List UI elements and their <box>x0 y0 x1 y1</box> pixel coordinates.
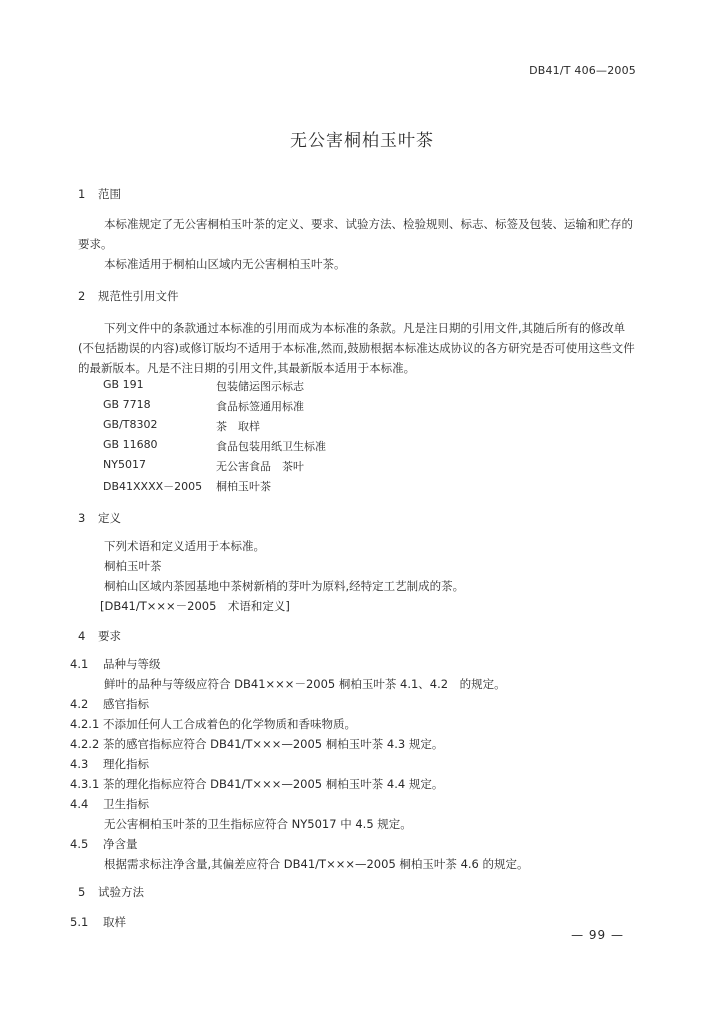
clause-text: 根据需求标注净含量,其偏差应符合 DB41/T×××—2005 桐柏玉叶茶 4.6 的规定。 <box>104 857 529 871</box>
page-number: — 99 — <box>571 928 624 942</box>
ref-code: GB/T8302 <box>103 418 158 431</box>
section-4-heading: 4 要求 <box>78 629 121 643</box>
ref-code: NY5017 <box>103 458 146 471</box>
ref-code: GB 7718 <box>103 398 151 411</box>
ref-name: 茶 取样 <box>216 420 260 433</box>
section-2-heading: 2 规范性引用文件 <box>78 289 179 303</box>
section-2-para-1: 下列文件中的条款通过本标准的引用而成为本标准的条款。凡是注日期的引用文件,其随后所有的修改单(不包括勘误的内容)或修订版均不适用于本标准,然而,鼓励根据本标准达成协议的各方研究是否可使用这些文件的最新版本。凡是不注日期的引用文件,其最新版本适用于本标准。 <box>78 321 635 375</box>
clause-4-2: 4.2 感官指标 <box>70 697 149 711</box>
clause-4-4: 4.4 卫生指标 <box>70 797 149 811</box>
clause-text: 无公害桐柏玉叶茶的卫生指标应符合 NY5017 中 4.5 规定。 <box>104 817 412 831</box>
clause-4-3: 4.3 理化指标 <box>70 757 149 771</box>
section-1-para-1: 本标准规定了无公害桐柏玉叶茶的定义、要求、试验方法、检验规则、标志、标签及包装、运输和贮存的要求。 <box>78 217 633 251</box>
ref-name: 食品标签通用标准 <box>216 400 304 413</box>
clause-4-3-1: 4.3.1 茶的理化指标应符合 DB41/T×××—2005 桐柏玉叶茶 4.4 规定。 <box>70 777 444 791</box>
clause-5-1: 5.1 取样 <box>70 915 126 929</box>
ref-code: DB41XXXX－2005 <box>103 480 203 493</box>
section-5-heading: 5 试验方法 <box>78 885 144 899</box>
section-3-heading: 3 定义 <box>78 511 121 525</box>
section-3-line-1: 下列术语和定义适用于本标准。 <box>104 539 265 553</box>
section-3-source: [DB41/T×××－2005 术语和定义] <box>100 599 290 613</box>
ref-name: 桐柏玉叶茶 <box>216 480 271 493</box>
ref-code: GB 11680 <box>103 438 158 451</box>
clause-4-2-1: 4.2.1 不添加任何人工合成着色的化学物质和香味物质。 <box>70 717 356 731</box>
section-1-para-2: 本标准适用于桐柏山区域内无公害桐柏玉叶茶。 <box>104 257 346 271</box>
clause-4-5: 4.5 净含量 <box>70 837 138 851</box>
section-1-heading: 1 范围 <box>78 187 121 201</box>
clause-4-1: 4.1 品种与等级 <box>70 657 161 671</box>
page-title: 无公害桐柏玉叶茶 <box>290 131 434 151</box>
ref-name: 食品包装用纸卫生标准 <box>216 440 326 453</box>
ref-code: GB 191 <box>103 378 144 391</box>
section-3-definition: 桐柏山区域内茶园基地中茶树新梢的芽叶为原料,经特定工艺制成的茶。 <box>104 579 465 593</box>
section-3-term: 桐柏玉叶茶 <box>104 559 162 573</box>
clause-text: 鲜叶的品种与等级应符合 DB41×××－2005 桐柏玉叶茶 4.1、4.2 的规定。 <box>104 677 506 691</box>
clause-4-2-2: 4.2.2 茶的感官指标应符合 DB41/T×××—2005 桐柏玉叶茶 4.3 规定。 <box>70 737 444 751</box>
ref-name: 包装储运图示标志 <box>216 380 304 393</box>
standard-code: DB41/T 406—2005 <box>529 64 636 77</box>
ref-name: 无公害食品 茶叶 <box>216 460 304 473</box>
